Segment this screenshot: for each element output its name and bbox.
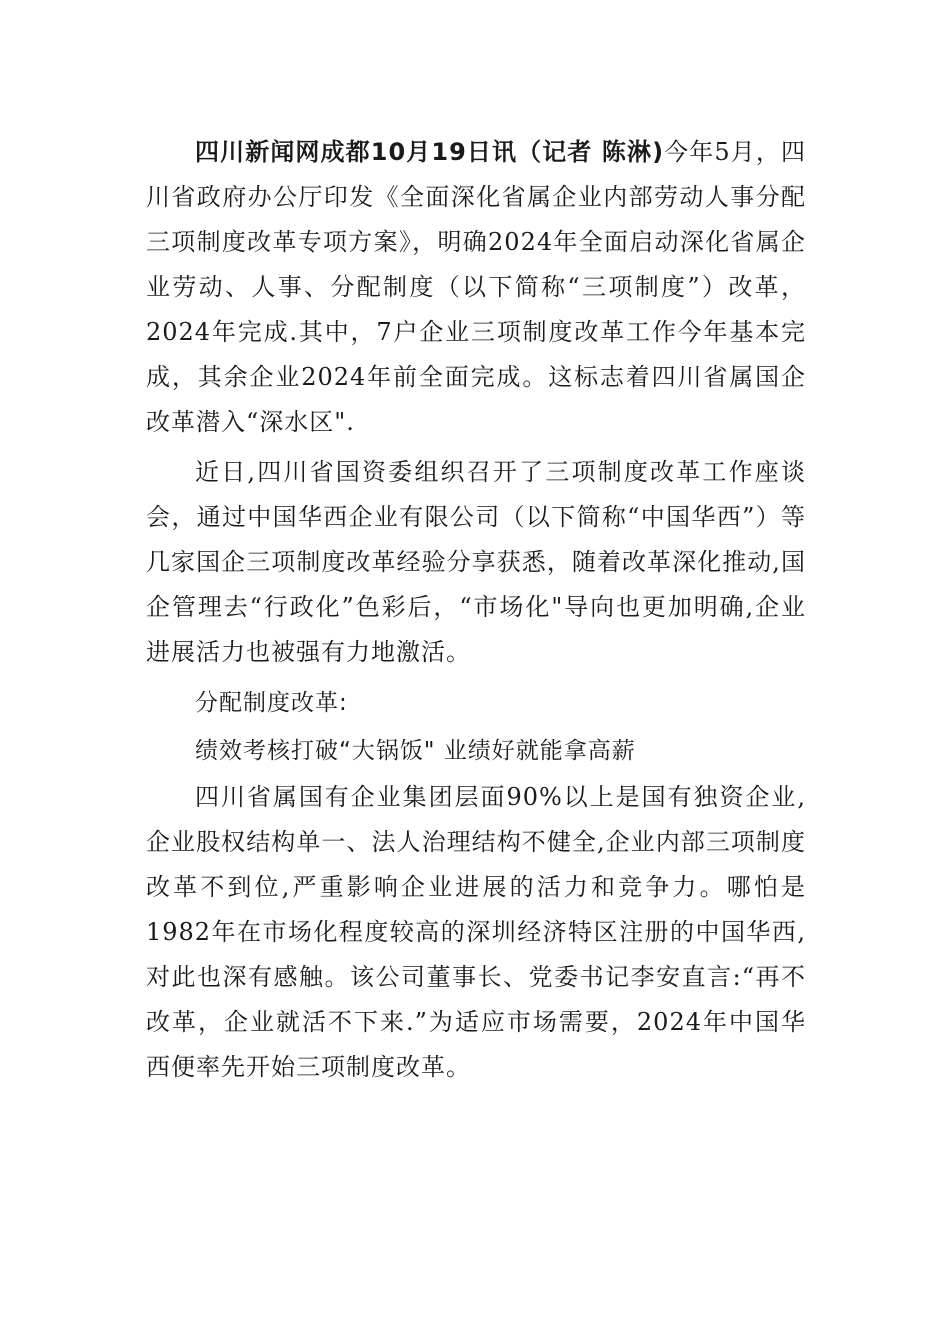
- dateline-lead: 四川新闻网成都10月19日讯（记者 陈淋): [195, 138, 665, 166]
- section-subheading: 绩效考核打破“大锅饭" 业绩好就能拿高薪: [195, 738, 636, 764]
- paragraph-2: 近日,四川省国资委组织召开了三项制度改革工作座谈会，通过中国华西企业有限公司（以下简称“中国华西”）等几家国企三项制度改革经验分享获悉，随着改革深化推动,国企管理去“行政化”色彩后，“市场化"导向也更加明确,企业进展活力也被强有力地激活。: [146, 458, 806, 666]
- section-heading: 分配制度改革:: [195, 690, 348, 716]
- article-body: [146, 130, 806, 1090]
- paragraph-1-text: 今年5月，四川省政府办公厅印发《全面深化省属企业内部劳动人事分配三项制度改革专项方案》，明确2024年全面启动深化省属企业劳动、人事、分配制度（以下简称“三项制度”）改革，2024年完成.其中，7户企业三项制度改革工作今年基本完成，其余企业2024年前全面完成。这标志着四川省属国企改革潜入“深水区".: [146, 138, 806, 436]
- paragraph-1: [146, 130, 806, 445]
- paragraph-3: 四川省属国有企业集团层面90%以上是国有独资企业,企业股权结构单一、法人治理结构不健全,企业内部三项制度改革不到位,严重影响企业进展的活力和竞争力。哪怕是1982年在市场化程度较高的深圳经济特区注册的中国华西,对此也深有感触。该公司董事长、党委书记李安直言:“再不改革，企业就活不下来.”为适应市场需要，2024年中国华西便率先开始三项制度改革。: [146, 783, 806, 1081]
